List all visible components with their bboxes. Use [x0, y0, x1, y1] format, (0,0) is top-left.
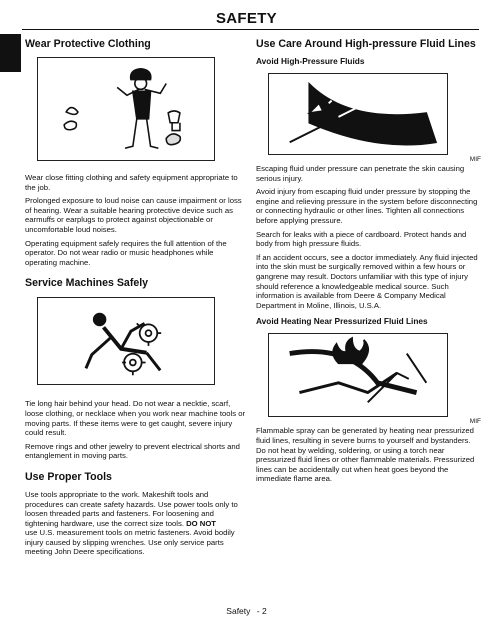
heating-illustration [268, 333, 448, 417]
machines-paragraph: Tie long hair behind your head. Do not wear a necktie, scarf, loose clothing, or necklace when you work near machine tools or moving parts. If these items were to get caught, severe injury could result. [25, 399, 246, 438]
worker-with-safety-gear-icon [38, 58, 214, 160]
footer-page-number: - 2 [256, 606, 267, 616]
entanglement-illustration [37, 297, 215, 385]
fluid-paragraph: If an accident occurs, see a doctor immediately. Any fluid injected into the skin must be surgically removed within a few hours or gangrene may result. Doctors unfamiliar with this type of injury should reference a knowledgeable medical source. Such information is available from Deere & Company Medical Department in Moline, Illinois, U.S.A. [256, 252, 478, 310]
person-caught-in-gears-icon [38, 298, 214, 384]
torch-near-fluid-line-icon [269, 334, 447, 416]
protective-clothing-heading: Wear Protective Clothing [25, 38, 151, 50]
heating-paragraph: Flammable spray can be generated by heating near pressurized fluid lines, resulting in severe burns to yourself and bystanders. Do not heat by welding, soldering, or using a torch near pressurized fluid lines or other flammable materials. Pressurized lines can be accidentally cut when heat goes beyond the immediate flame area. [256, 426, 475, 484]
page-footer [0, 606, 493, 616]
fluid-paragraph: Avoid injury from escaping fluid under pressure by stopping the engine and relieving pressure in the system before disconnecting or connecting hydraulic or other lines. Tighten all connections before applying pressure. [256, 187, 478, 225]
tools-text: Use tools appropriate to the work. Makeshift tools and procedures can create safety hazards. Use power tools only to loosen threaded parts and fasteners. For loosening and tightening hardware, use the correct size tools. [25, 489, 238, 528]
fluid-paragraph: Escaping fluid under pressure can penetrate the skin causing serious injury. [256, 164, 465, 183]
fluid-lines-heading: Use Care Around High-pressure Fluid Lines [256, 38, 476, 50]
avoid-high-pressure-subheading: Avoid High-Pressure Fluids [256, 56, 365, 66]
proper-tools-heading: Use Proper Tools [25, 470, 112, 483]
protective-paragraph: Wear close fitting clothing and safety equipment appropriate to the job. [25, 173, 238, 192]
footer-section-label: Safety [226, 606, 251, 616]
left-column [25, 38, 247, 561]
page-title: SAFETY [216, 10, 277, 27]
protective-paragraph: Operating equipment safely requires the full attention of the operator. Do not wear radio or music headphones while operating machine. [25, 238, 227, 267]
fluid-penetrating-hand-icon [269, 74, 447, 154]
protective-clothing-illustration [37, 57, 215, 161]
fluid-paragraph: Search for leaks with a piece of cardboard. Protect hands and body from high pressure fluids. [256, 229, 467, 249]
title-divider [22, 29, 479, 30]
figure-code: MIF [469, 418, 481, 426]
tools-text-end: use U.S. measurement tools on metric fasteners. Avoid bodily injury caused by slipping wrenches. Use only service parts meeting John Deere specifications. [25, 528, 235, 557]
tools-paragraph [25, 490, 247, 557]
machines-paragraph: Remove rings and other jewelry to prevent electrical shorts and entanglement in moving parts. [25, 441, 240, 461]
section-tab-marker [0, 34, 21, 72]
protective-paragraph: Prolonged exposure to loud noise can cause impairment or loss of hearing. Wear a suitable hearing protective device such as earmuffs or earplugs to protect against objectionable or uncomfortable loud noises. [25, 196, 242, 234]
avoid-heating-subheading: Avoid Heating Near Pressurized Fluid Lines [256, 316, 428, 327]
high-pressure-illustration [268, 73, 448, 155]
service-machines-heading: Service Machines Safely [25, 277, 149, 290]
tools-emphasis: DO NOT [186, 518, 217, 528]
right-column [256, 38, 481, 488]
figure-code: MIF [469, 156, 481, 163]
